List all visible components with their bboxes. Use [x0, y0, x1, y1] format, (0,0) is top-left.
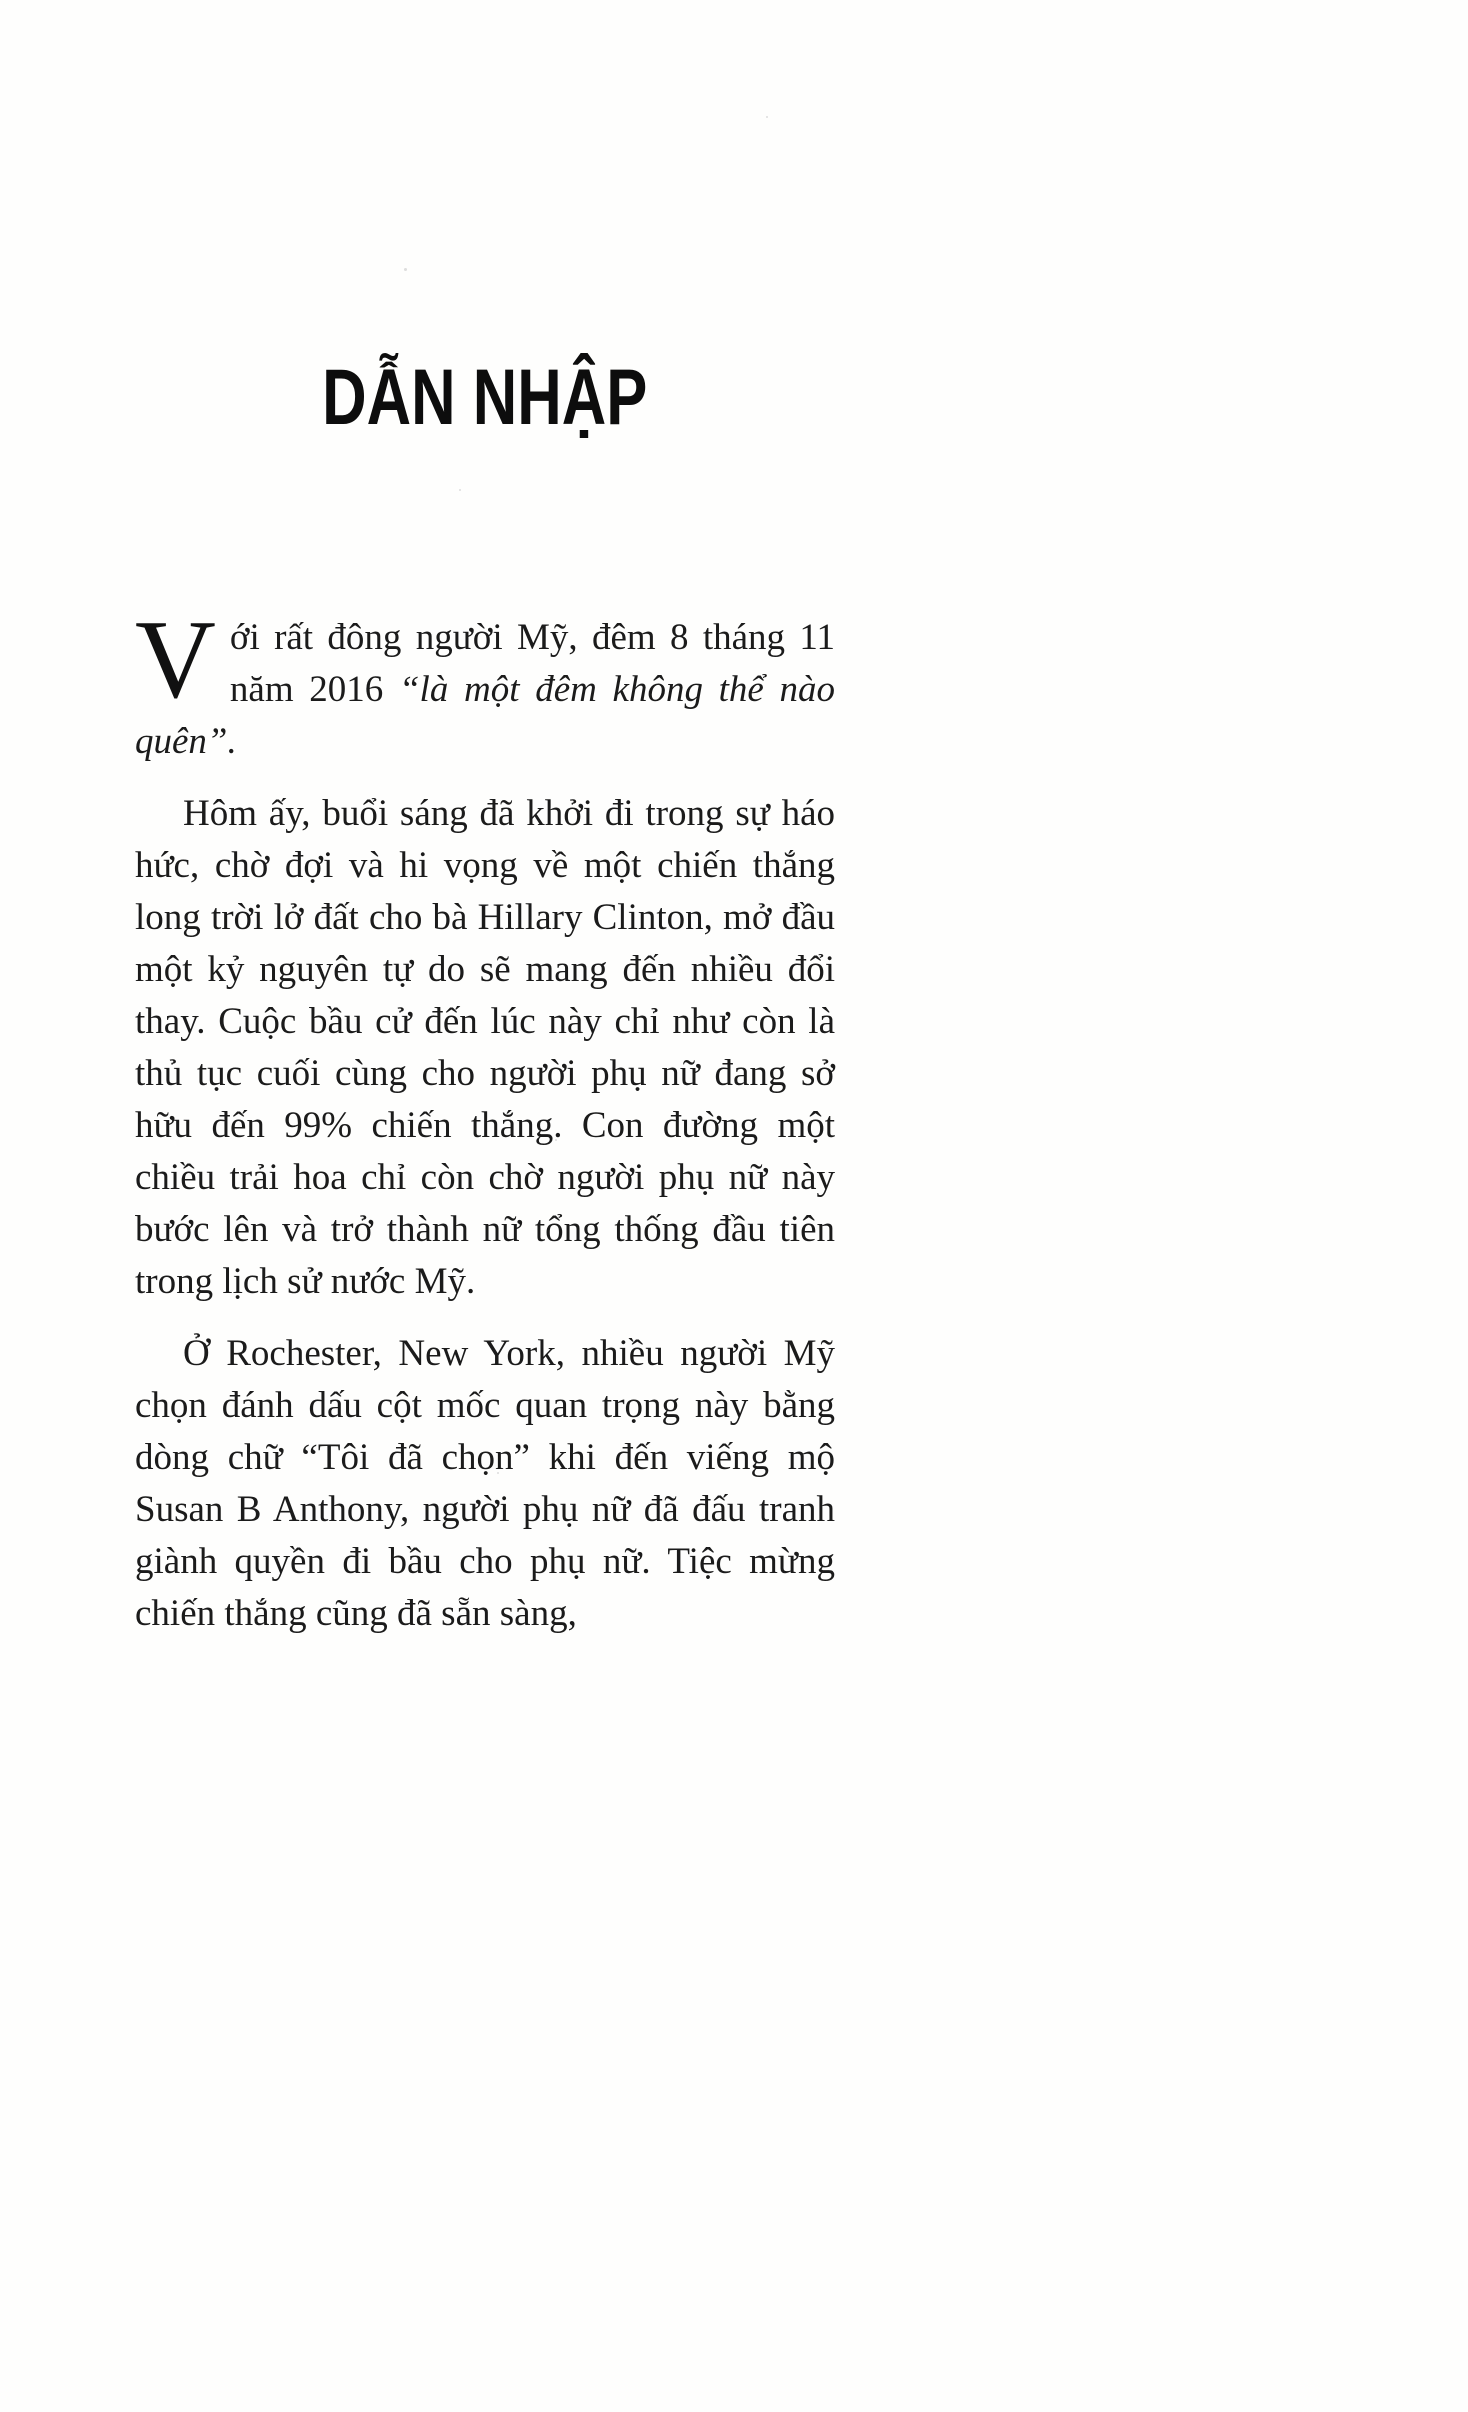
- paragraph-1-text: ới rất đông người Mỹ, đêm 8 tháng 11 năm 2016: [229, 617, 835, 710]
- text-column: [135, 0, 835, 1660]
- chapter-title: [135, 353, 835, 441]
- body-text: [135, 598, 836, 1640]
- paragraph-3: Ở Rochester, New York, nhiều người Mỹ chọn đánh dấu cột mốc quan trọng này bằng dòng chữ “Tôi đã chọn” khi đến viếng mộ Susan B Anthony, người phụ nữ đã đấu tranh giành quyền đi bầu cho phụ nữ. Tiệc mừng chiến thắng cũng đã sẵn sàng,: [135, 1333, 835, 1634]
- chapter-title-text: DẪN NHẬP: [322, 353, 648, 441]
- paragraph-1-quote: “là một đêm không thể nào quên”.: [135, 669, 836, 762]
- paragraph-1: [135, 598, 836, 768]
- dropcap-letter: V: [135, 598, 216, 722]
- paragraph-2: Hôm ấy, buổi sáng đã khởi đi trong sự háo hức, chờ đợi và hi vọng về một chiến thắng long trời lở đất cho bà Hillary Clinton, mở đầu một kỷ nguyên tự do sẽ mang đến nhiều đổi thay. Cuộc bầu cử đến lúc này chỉ như còn là thủ tục cuối cùng cho người phụ nữ đang sở hữu đến 99% chiến thắng. Con đường một chiều trải hoa chỉ còn chờ người phụ nữ này bước lên và trở thành nữ tổng thống đầu tiên trong lịch sử nước Mỹ.: [135, 793, 835, 1302]
